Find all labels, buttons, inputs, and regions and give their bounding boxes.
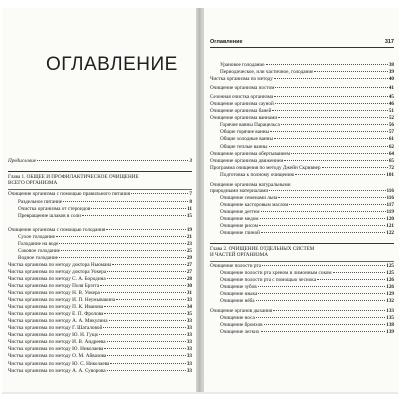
toc-group <box>210 195 394 237</box>
dot-leader <box>107 355 186 356</box>
toc-entry-label: Чистка организма по методу Е. П. Фролова <box>8 311 104 318</box>
toc-entry-label: Сезонная очистка организма <box>210 94 274 101</box>
toc-entry-label: Чистка организма по методу Г. Шаталовой <box>8 325 103 332</box>
toc-entry-label: Очищение языка <box>220 291 258 298</box>
dot-leader <box>91 208 186 209</box>
toc-entry-label: Урановое голодание <box>220 62 265 68</box>
toc-entry-page: 133 <box>386 307 394 314</box>
toc-entry-page: 33 <box>186 325 192 332</box>
dot-leader <box>107 370 186 371</box>
toc-entry-label: Подготовка к полному очищению <box>220 171 295 178</box>
left-page <box>2 8 197 392</box>
dot-leader <box>289 204 385 205</box>
toc-entry-page: 15 <box>186 212 192 219</box>
toc-entry-label: Чистка организма по методу О. М. Айвазова <box>8 353 107 360</box>
toc-entry[interactable] <box>210 277 394 284</box>
dot-leader <box>274 78 388 79</box>
toc-group <box>210 308 394 336</box>
toc-entry[interactable] <box>210 291 394 298</box>
toc-entry-label: Очищение организма сауной <box>210 101 274 108</box>
toc-entry-label: Водное голодание <box>18 254 58 261</box>
toc-entry[interactable] <box>8 332 192 339</box>
toc-entry-label: Общие горячие ванны <box>220 129 270 136</box>
toc-entry[interactable] <box>210 69 394 76</box>
toc-entry-page: 8 <box>189 198 192 205</box>
divider <box>210 261 394 262</box>
toc-entry[interactable] <box>8 290 192 297</box>
toc-entry-page: 56 <box>388 122 394 129</box>
toc-entry-label: Превращение шлаков в соли <box>18 212 81 219</box>
toc-entry-label: Чистка организма по методу С. А. Бородина <box>8 275 106 282</box>
dot-leader <box>281 124 388 125</box>
dot-leader <box>100 285 186 286</box>
dot-leader <box>269 146 388 147</box>
toc-entry-page: 33 <box>186 360 192 367</box>
toc-entry-label: Чистка организма по методу П. К. Иванова <box>8 304 104 311</box>
dot-leader <box>107 341 186 342</box>
toc-entry[interactable] <box>210 308 394 315</box>
toc-entry[interactable] <box>210 172 394 179</box>
toc-entry-label: Очищение организма с помощью правильного питания <box>8 191 131 198</box>
dot-leader <box>261 331 386 332</box>
toc-entry-label: Чистка организма по методу доктора Уокера <box>8 268 107 275</box>
toc-entry-page: 125 <box>386 263 394 270</box>
dot-leader <box>317 279 385 280</box>
toc-entry[interactable] <box>210 101 394 108</box>
toc-entry-label: Очищение семенами льна <box>220 194 278 201</box>
toc-entry-label: Очищение медом <box>220 215 259 222</box>
dot-leader <box>61 250 186 251</box>
toc-entry-label: Очищение глиной <box>220 229 260 236</box>
toc-entry-label: Очищение легких <box>220 328 260 335</box>
toc-entry[interactable] <box>8 353 192 360</box>
dot-leader <box>107 271 186 272</box>
running-head: Оглавление 317 <box>210 39 394 45</box>
dot-leader <box>82 215 186 216</box>
dot-leader <box>284 160 387 161</box>
toc-entry-page: 7 <box>189 191 192 198</box>
dot-leader <box>259 225 385 226</box>
toc-entry-page: 45 <box>388 94 394 101</box>
toc-entry-page: 135 <box>386 314 394 321</box>
toc-entry[interactable] <box>210 263 394 270</box>
dot-leader <box>261 211 386 212</box>
toc-entry[interactable] <box>8 297 192 304</box>
divider <box>210 243 394 244</box>
toc-entry-page: 57 <box>388 129 394 136</box>
toc-entry-natural[interactable]: Очищение организма натуральными природными материалами 116 <box>210 181 394 195</box>
toc-entry-label: Чистка организма по методу А. А. Микулина <box>8 318 108 325</box>
toc-entry-label: Чистка организма по методу <box>210 76 273 83</box>
toc-entry[interactable] <box>210 223 394 230</box>
toc-entry-page: 61 <box>388 136 394 143</box>
toc-entry-label: Горячие ванны Парацельса <box>220 122 280 129</box>
right-toc-list <box>210 62 394 336</box>
toc-entry[interactable] <box>8 191 192 198</box>
toc-entry-label: Очищение касторовым маслом <box>220 201 289 208</box>
toc-entry-label: Чистка организма по методу И. В. Андреева <box>8 339 106 346</box>
toc-entry-page: 52 <box>388 115 394 122</box>
toc-entry-page: 19 <box>186 226 192 233</box>
toc-entry-label: Очищение организма постом <box>210 85 275 92</box>
toc-group <box>210 62 394 83</box>
toc-entry-page: 126 <box>386 277 394 284</box>
toc-entry[interactable] <box>210 115 394 122</box>
dot-leader <box>112 264 185 265</box>
dot-leader <box>274 96 388 97</box>
toc-entry-page: 101 <box>386 171 394 178</box>
toc-entry-page: 29 <box>186 254 192 261</box>
dot-leader <box>104 306 186 307</box>
toc-entry-page: 35 <box>186 311 192 318</box>
toc-entry-label: Очищение организма ваннами <box>210 115 278 122</box>
toc-entry-page: 38 <box>388 62 394 68</box>
toc-group <box>210 85 394 92</box>
dot-leader <box>116 299 186 300</box>
toc-entry-page: 119 <box>386 208 394 215</box>
toc-entry-label: Очистка организма от стероидов <box>18 205 91 212</box>
toc-entry-label: Сухое голодание <box>18 233 55 240</box>
chapter-heading[interactable]: Глава 1. ОБЩЕЕ И ПРОФИЛАКТИЧЕСКОЕ ОЧИЩЕНИЕ ВСЕГО ОРГАНИЗМА <box>8 174 139 187</box>
toc-entry-page: 122 <box>386 229 394 236</box>
toc-entry[interactable] <box>210 76 394 83</box>
toc-entry[interactable] <box>8 269 192 276</box>
toc-entry-label: Общие холодные ванны <box>220 136 273 143</box>
toc-entry[interactable] <box>8 283 192 290</box>
toc-entry[interactable] <box>210 108 394 115</box>
dot-leader <box>273 310 385 311</box>
dot-leader <box>59 257 186 258</box>
toc-entry[interactable] <box>210 209 394 216</box>
toc-entry[interactable] <box>8 361 192 368</box>
toc-entry-label: Чистка организма по методу Н. В. Уокера <box>8 290 100 297</box>
toc-entry-label: Очищение зубов <box>220 284 257 291</box>
dot-leader <box>261 232 385 233</box>
toc-group <box>8 191 192 219</box>
toc-entry-page: 27 <box>186 268 192 275</box>
toc-entry-label: Чистка организма по методу А. А. Суворова <box>8 367 106 374</box>
toc-entry[interactable] <box>210 129 394 136</box>
toc-entry-page: 11 <box>187 205 192 212</box>
dot-leader <box>63 201 188 202</box>
toc-entry-page: 33 <box>186 346 192 353</box>
toc-entry-page: 120 <box>386 215 394 222</box>
chapter-heading[interactable]: Глава 2. ОЧИЩЕНИЕ ОТДЕЛЬНЫХ СИСТЕМ И ЧАСТЕЙ ОРГАНИЗМА <box>210 245 315 259</box>
toc-entry[interactable] <box>8 213 192 220</box>
open-book <box>2 8 398 394</box>
toc-entry-page: 33 <box>186 297 192 304</box>
toc-entry[interactable] <box>210 284 394 291</box>
toc-entry-label: Очищение органов дыхания <box>210 307 273 314</box>
toc-entry[interactable] <box>210 158 394 165</box>
dot-leader <box>59 243 185 244</box>
toc-entry-page: 41 <box>388 85 394 92</box>
toc-entry[interactable] <box>8 241 192 248</box>
toc-entry[interactable] <box>8 304 192 311</box>
toc-entry[interactable] <box>210 270 394 277</box>
toc-entry-label: Чистка организма по методу Ю. Николаева <box>8 346 104 353</box>
dot-leader <box>266 64 388 65</box>
toc-entry-page: 33 <box>186 339 192 346</box>
divider <box>8 189 192 190</box>
dot-leader <box>109 320 186 321</box>
dot-leader <box>56 236 186 237</box>
toc-entry[interactable] <box>210 216 394 223</box>
dot-leader <box>291 153 388 154</box>
toc-entry[interactable] <box>210 298 394 305</box>
toc-entry-preface[interactable]: Предисловие 3 <box>8 158 192 164</box>
toc-entry[interactable] <box>8 276 192 283</box>
dot-leader <box>101 292 186 293</box>
dot-leader <box>272 110 387 111</box>
page-number: 317 <box>384 39 394 45</box>
dot-leader <box>270 131 388 132</box>
toc-entry-page: 117 <box>386 201 394 208</box>
dot-leader <box>104 313 185 314</box>
toc-entry-page: 129 <box>386 291 394 298</box>
toc-entry-page: 25 <box>186 247 192 254</box>
toc-entry-page: 65 <box>388 157 394 164</box>
toc-entry-page: 62 <box>388 143 394 150</box>
toc-entry[interactable] <box>8 325 192 332</box>
toc-entry-label: Очищение полости рта <box>210 263 261 270</box>
left-toc-list <box>8 158 192 375</box>
dot-leader <box>274 138 388 139</box>
toc-entry-page: 33 <box>186 353 192 360</box>
dot-leader <box>275 103 388 104</box>
toc-entry[interactable] <box>210 165 394 172</box>
dot-leader <box>107 278 186 279</box>
toc-entry-page: 64 <box>388 150 394 157</box>
toc-entry-label: Очищение дегтем <box>220 208 260 215</box>
toc-entry-label: Периодическое, или частичное, голодание <box>220 69 314 76</box>
toc-entry[interactable] <box>210 329 394 336</box>
toc-entry-page: 39 <box>388 69 394 76</box>
dot-leader <box>278 197 385 198</box>
toc-group <box>210 263 394 305</box>
toc-entry[interactable] <box>210 202 394 209</box>
toc-entry-page: 132 <box>386 298 394 305</box>
dot-leader <box>278 117 388 118</box>
dot-leader <box>322 167 388 168</box>
toc-entry[interactable] <box>210 144 394 151</box>
toc-entry-label: Очищение бронхов <box>220 321 263 328</box>
toc-entry-page: 51 <box>388 108 394 115</box>
toc-entry-page: 34 <box>186 304 192 311</box>
dot-leader <box>99 334 185 335</box>
toc-entry-page: 33 <box>186 318 192 325</box>
toc-entry[interactable] <box>210 322 394 329</box>
toc-entry[interactable] <box>210 195 394 202</box>
toc-entry-page: 125 <box>386 270 394 277</box>
dot-leader <box>262 265 385 266</box>
toc-entry-label: Очищение носа <box>220 314 255 321</box>
dot-leader <box>106 229 186 230</box>
toc-entry[interactable] <box>8 368 192 375</box>
dot-leader <box>131 193 188 194</box>
dot-leader <box>264 324 386 325</box>
toc-entry-label: Чистка организма по методу И. П. Неумывакина <box>8 297 116 304</box>
dot-leader <box>333 272 386 273</box>
dot-leader <box>314 71 387 72</box>
toc-entry-page: 21 <box>186 233 192 240</box>
toc-entry-page: 121 <box>386 222 394 229</box>
toc-entry-label: Чистка организма по методу Ю. Н. Гущо <box>8 332 99 339</box>
toc-entry-page: 46 <box>388 101 394 108</box>
toc-entry[interactable] <box>8 199 192 206</box>
toc-entry-page: 30 <box>186 283 192 290</box>
page-title: ОГЛАВЛЕНИЕ <box>46 54 178 75</box>
divider <box>8 171 192 172</box>
toc-entry[interactable] <box>210 62 394 69</box>
toc-entry-page: 33 <box>186 332 192 339</box>
dot-leader <box>295 174 385 175</box>
toc-entry[interactable] <box>8 248 192 255</box>
dot-leader <box>104 348 186 349</box>
toc-entry[interactable] <box>8 255 192 262</box>
toc-entry-label: Очищение организма с помощью голодания <box>8 226 106 233</box>
toc-entry[interactable] <box>8 206 192 213</box>
toc-entry[interactable] <box>8 234 192 241</box>
toc-entry-page: 126 <box>386 284 394 291</box>
toc-entry[interactable] <box>210 230 394 237</box>
toc-entry-label: Общие теплые ванны <box>220 143 268 150</box>
toc-entry-page: 72 <box>388 164 394 171</box>
toc-entry-page: 28 <box>186 275 192 282</box>
toc-entry[interactable] <box>8 346 192 353</box>
toc-entry-label: Очищение организма баней <box>210 108 272 115</box>
toc-entry-page: 138 <box>386 321 394 328</box>
toc-entry-label: Соковое голодание <box>18 247 60 254</box>
toc-entry-page: 139 <box>386 328 394 335</box>
dot-leader <box>258 293 385 294</box>
toc-group <box>8 227 192 375</box>
toc-entry[interactable] <box>210 85 394 92</box>
toc-entry-page: 116 <box>386 194 394 201</box>
dot-leader <box>260 218 386 219</box>
toc-entry-label: Голодание на воде <box>18 240 59 247</box>
right-page <box>203 8 399 392</box>
toc-entry[interactable] <box>8 311 192 318</box>
toc-entry-page: 27 <box>186 261 192 268</box>
toc-entry[interactable] <box>210 151 394 158</box>
toc-entry-label: Очищение организма обертыванием <box>210 150 291 157</box>
toc-entry-page: 31 <box>186 290 192 297</box>
toc-group <box>210 94 394 179</box>
dot-leader <box>258 286 385 287</box>
toc-entry-label: Чистка организма по методу доктора Ньюмана <box>8 261 112 268</box>
toc-entry-label: Очищение полости рта с помощью чеснока <box>220 277 317 284</box>
toc-entry-label: Чистка организма по методу Поля Брэгга <box>8 283 100 290</box>
toc-entry-label: Очищение нёба <box>220 298 255 305</box>
toc-entry[interactable] <box>210 94 394 101</box>
toc-entry-label: Очищение рисом <box>220 222 259 229</box>
toc-entry[interactable] <box>210 136 394 143</box>
toc-entry-page: 23 <box>186 240 192 247</box>
dot-leader <box>110 363 185 364</box>
toc-entry[interactable] <box>8 227 192 234</box>
toc-entry-page: 33 <box>186 367 192 374</box>
book-spine <box>196 8 203 392</box>
dot-leader <box>256 300 386 301</box>
dot-leader <box>275 87 387 88</box>
toc-entry-label: Программа очищения по методу Джейн Скривнер <box>210 164 321 171</box>
dot-leader <box>256 317 385 318</box>
toc-entry[interactable] <box>210 315 394 322</box>
dot-leader <box>103 327 186 328</box>
toc-entry-page: 40 <box>388 76 394 83</box>
toc-entry[interactable] <box>8 339 192 346</box>
toc-entry[interactable] <box>8 318 192 325</box>
toc-entry[interactable] <box>210 122 394 129</box>
toc-entry-label: Очищение полости рта хреном и лимонным соком <box>220 270 332 277</box>
toc-entry[interactable] <box>8 262 192 269</box>
toc-entry-label: Чистка организма по методу Ю. С. Николаева <box>8 360 110 367</box>
toc-entry-label: Очищение организма движением <box>210 157 284 164</box>
toc-entry-label: Раздельное питание <box>18 198 63 205</box>
